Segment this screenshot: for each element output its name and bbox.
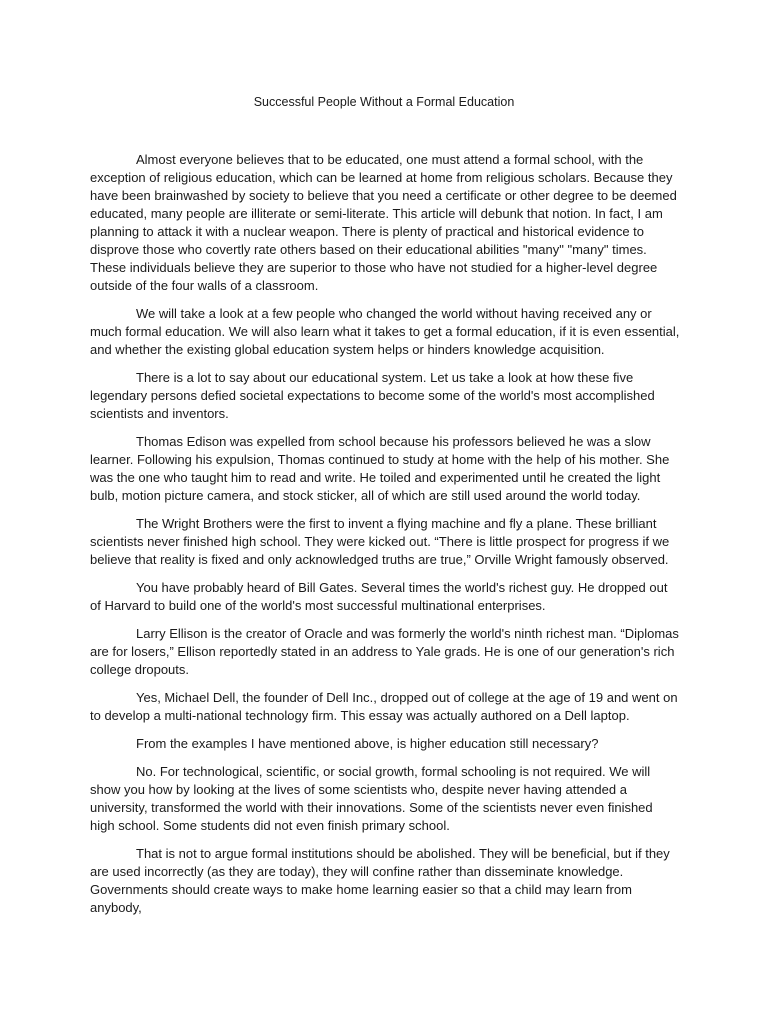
paragraph-2: We will take a look at a few people who changed the world without having received any or much formal education. We will also learn what it takes to get a formal education, if it is even essential, and whether the existing global education system helps or hinders knowledge acquisition. <box>90 306 680 357</box>
paragraph-5: The Wright Brothers were the first to invent a flying machine and fly a plane. These brilliant scientists never finished high school. They were kicked out. “There is little prospect for progress if we believe that reality is fixed and only acknowledged truths are true,” Orville Wright famously observed. <box>90 516 670 567</box>
paragraph-1: Almost everyone believes that to be educated, one must attend a formal school, with the exception of religious education, which can be learned at home from religious scholars. Because they have been brainwashed by society to believe that you need a certificate or other degree to be deemed educated, many people are illiterate or semi-literate. This article will debunk that notion. In fact, I am planning to attack it with a nuclear weapon. There is plenty of practical and historical evidence to disprove those who covertly rate others based on their educational abilities "many" "many" times. These individuals believe they are superior to those who have not studied for a higher-level degree outside of the four walls of a classroom. <box>90 152 677 293</box>
paragraph-8: Yes, Michael Dell, the founder of Dell Inc., dropped out of college at the age of 19 and went on to develop a multi-national technology firm. This essay was actually authored on a Dell laptop. <box>90 690 678 723</box>
paragraph-9: From the examples I have mentioned above, is higher education still necessary? <box>136 736 599 751</box>
paragraph-7: Larry Ellison is the creator of Oracle and was formerly the world's ninth richest man. “Diplomas are for losers,” Ellison reportedly stated in an address to Yale grads. He is one of our generation's rich college dropouts. <box>90 626 679 677</box>
paragraph-11: That is not to argue formal institutions should be abolished. They will be beneficial, but if they are used incorrectly (as they are today), they will confine rather than disseminate knowledge. Governments should create ways to make home learning easier so that a child may learn from anybody, <box>90 846 670 915</box>
document-body <box>90 151 680 927</box>
paragraph-3: There is a lot to say about our educational system. Let us take a look at how these five legendary persons defied societal expectations to become some of the world's most accomplished scientists and inventors. <box>90 370 655 421</box>
document-title: Successful People Without a Formal Education <box>253 95 515 109</box>
paragraph-6: You have probably heard of Bill Gates. Several times the world's richest guy. He dropped out of Harvard to build one of the world's most successful multinational enterprises. <box>90 580 668 613</box>
paragraph-10: No. For technological, scientific, or social growth, formal schooling is not required. We will show you how by looking at the lives of some scientists who, despite never having attended a university, transformed the world with their innovations. Some of the scientists never even finished high school. Some students did not even finish primary school. <box>90 764 653 833</box>
paragraph-4: Thomas Edison was expelled from school because his professors believed he was a slow learner. Following his expulsion, Thomas continued to study at home with the help of his mother. She was the one who taught him to read and write. He toiled and experimented until he created the light bulb, motion picture camera, and stock sticker, all of which are still used around the world today. <box>90 434 670 503</box>
